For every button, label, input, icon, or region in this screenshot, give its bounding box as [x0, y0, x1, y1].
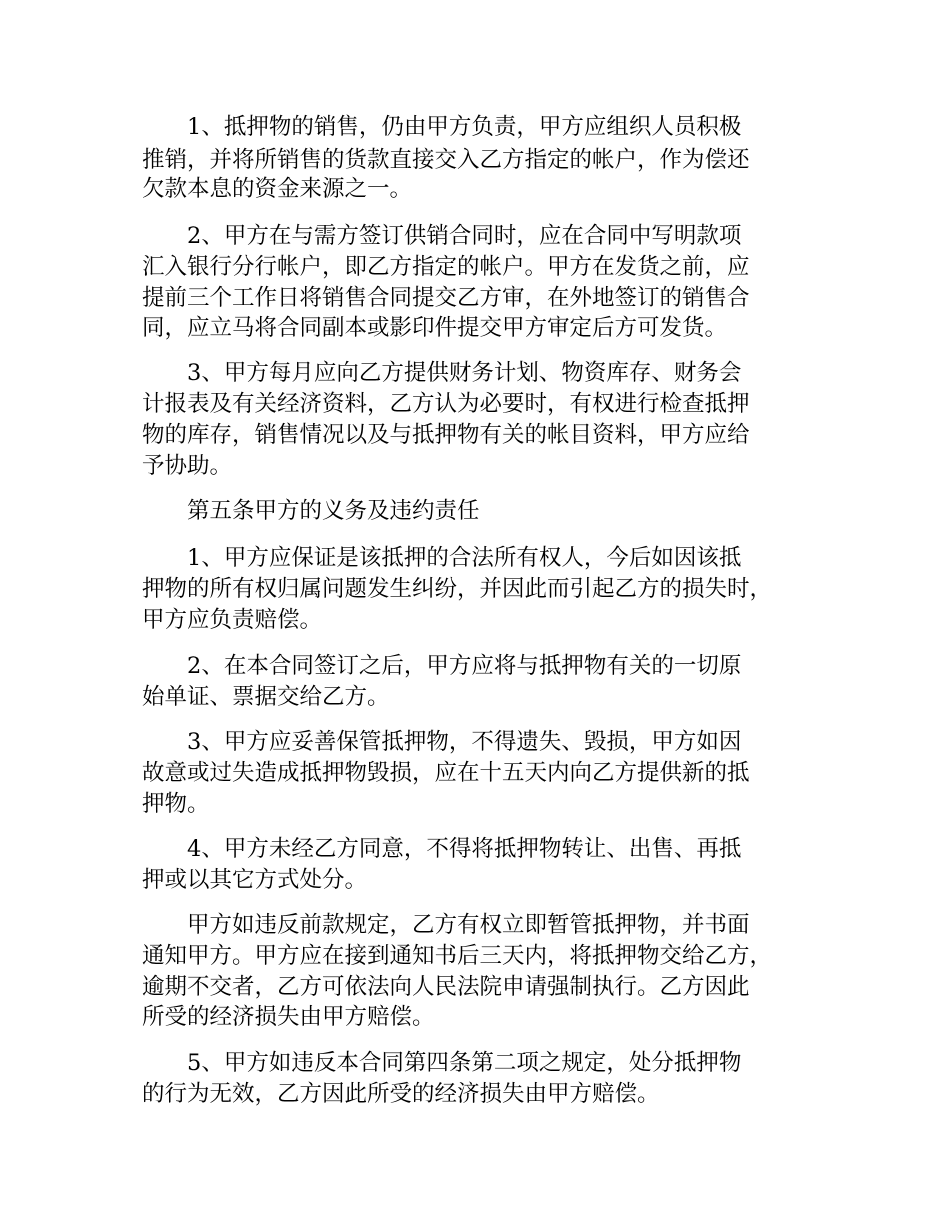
paragraph-line: 同，应立马将合同副本或影印件提交甲方审定后方可发货。 — [142, 315, 728, 341]
paragraph-line: 始单证、票据交给乙方。 — [142, 684, 390, 710]
section-heading-text: 第五条甲方的义务及违约责任 — [187, 498, 480, 524]
paragraph-line: 的行为无效，乙方因此所受的经济损失由甲方赔偿。 — [142, 1081, 660, 1107]
paragraph-line: 故意或过失造成抵押物毁损，应在十五天内向乙方提供新的抵 — [142, 760, 750, 786]
paragraph-line: 甲方应负责赔偿。 — [142, 607, 323, 633]
paragraph-line: 5、甲方如违反本合同第四条第二项之规定，处分抵押物 — [187, 1050, 742, 1076]
paragraph-line: 所受的经济损失由甲方赔偿。 — [142, 1004, 435, 1030]
paragraph-line: 4、甲方未经乙方同意，不得将抵押物转让、出售、再抵 — [187, 836, 742, 862]
paragraph-line: 2、在本合同签订之后，甲方应将与抵押物有关的一切原 — [187, 653, 742, 679]
paragraph-line: 1、甲方应保证是该抵押的合法所有权人，今后如因该抵 — [187, 545, 742, 571]
paragraph-line: 汇入银行分行帐户，即乙方指定的帐户。甲方在发货之前，应 — [142, 254, 750, 280]
paragraph-line: 甲方如违反前款规定，乙方有权立即暂管抵押物，并书面 — [187, 912, 750, 938]
paragraph-line: 提前三个工作日将销售合同提交乙方审，在外地签订的销售合 — [142, 285, 750, 311]
paragraph-line: 2、甲方在与需方签订供销合同时，应在合同中写明款项 — [187, 223, 742, 249]
paragraph-line: 押物。 — [142, 791, 210, 817]
paragraph-line: 予协助。 — [142, 453, 233, 479]
paragraph-line: 推销，并将所销售的货款直接交入乙方指定的帐户，作为偿还 — [142, 147, 750, 173]
paragraph-line: 3、甲方应妥善保管抵押物，不得遗失、毁损，甲方如因 — [187, 729, 742, 755]
paragraph-line: 通知甲方。甲方应在接到通知书后三天内，将抵押物交给乙方， — [142, 943, 773, 969]
paragraph-line: 欠款本息的资金来源之一。 — [142, 176, 413, 202]
paragraph-line: 逾期不交者，乙方可依法向人民法院申请强制执行。乙方因此 — [142, 974, 750, 1000]
paragraph-line: 押物的所有权归属问题发生纠纷，并因此而引起乙方的损失时， — [142, 576, 773, 602]
paragraph-line: 3、甲方每月应向乙方提供财务计划、物资库存、财务会 — [187, 360, 742, 386]
paragraph-line: 1、抵押物的销售，仍由甲方负责，甲方应组织人员积极 — [187, 114, 742, 140]
paragraph-line: 计报表及有关经济资料，乙方认为必要时，有权进行检查抵押 — [142, 391, 750, 417]
paragraph-line: 押或以其它方式处分。 — [142, 867, 368, 893]
paragraph-line: 物的库存，销售情况以及与抵押物有关的帐目资料，甲方应给 — [142, 422, 750, 448]
